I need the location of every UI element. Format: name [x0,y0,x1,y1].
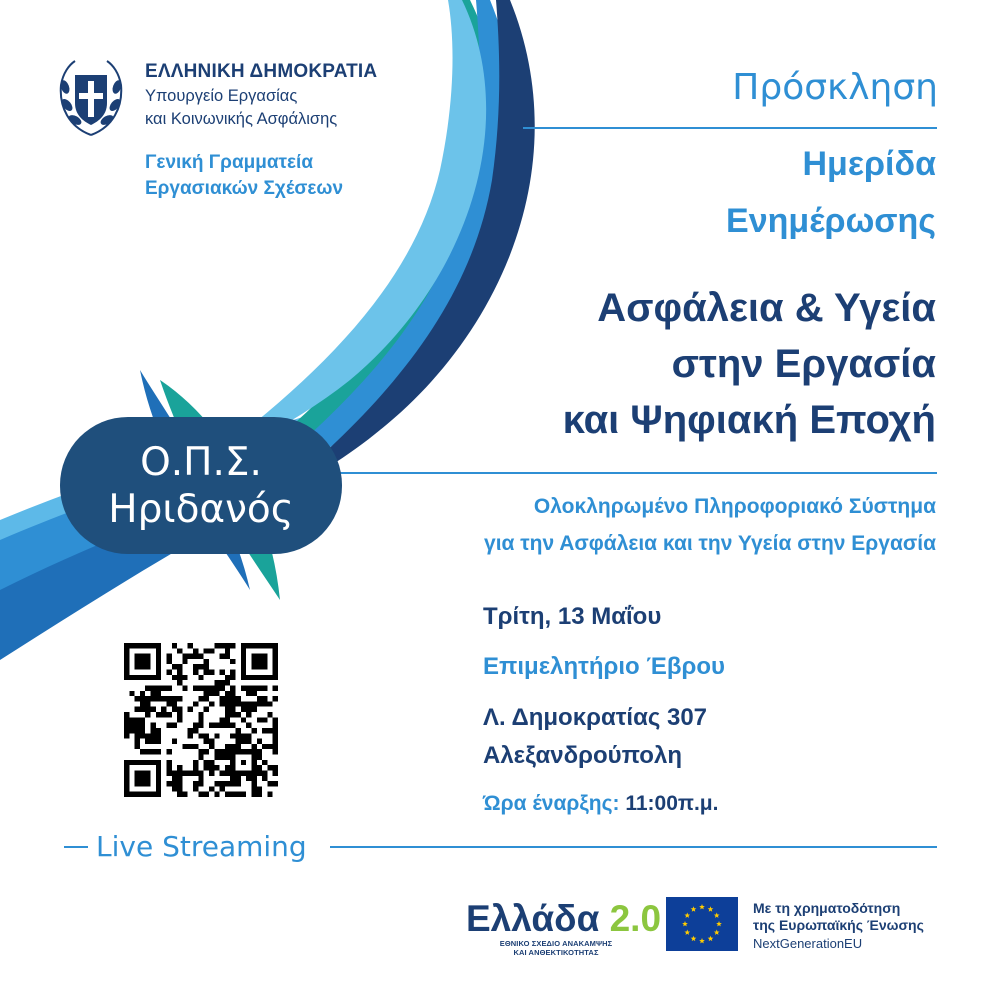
separator-mid [340,472,937,474]
eu-funding-line-1: Με τη χρηματοδότηση [753,900,901,916]
qr-code[interactable] [124,643,278,797]
event-type-line-1: Ημερίδα [802,145,936,183]
eu-funding-line-2: της Ευρωπαϊκής Ένωσης [753,917,924,933]
ministry-line-1: Υπουργείο Εργασίας [145,87,298,105]
event-start [483,792,718,816]
ellada-number: 2.0 [609,898,662,939]
gov-title: ΕΛΛΗΝΙΚΗ ΔΗΜΟΚΡΑΤΙΑ [145,61,378,82]
event-date: Τρίτη, 13 Μαΐου [483,603,662,630]
eu-funding-line-3: NextGenerationEU [753,936,863,951]
greek-emblem-icon [55,57,127,139]
event-start-time: 11:00π.μ. [625,792,719,815]
system-badge-line-2: Ηριδανός [108,487,294,532]
event-address-line-1: Λ. Δημοκρατίας 307 [483,704,708,731]
event-start-label: Ώρα έναρξης: [483,792,620,815]
separator-top [523,127,937,129]
secretariat-line-2: Εργασιακών Σχέσεων [145,178,344,199]
ellada-subtitle-2: ΚΑΙ ΑΝΘΕΚΤΙΚΟΤΗΤΑΣ [513,948,599,957]
event-title-line-1: Ασφάλεια & Υγεία [597,286,936,330]
event-address-line-2: Αλεξανδρούπολη [483,742,682,769]
system-desc-line-2: για την Ασφάλεια και την Υγεία στην Εργασία [484,532,936,555]
ellada-subtitle-1: ΕΘΝΙΚΟ ΣΧΕΔΙΟ ΑΝΑΚΑΜΨΗΣ [499,939,613,948]
separator-bottom [330,846,937,848]
event-type-line-2: Ενημέρωσης [726,202,936,240]
system-badge [60,417,342,554]
system-desc-line-1: Ολοκληρωμένο Πληροφοριακό Σύστημα [533,495,936,518]
event-title-line-3: και Ψηφιακή Εποχή [562,398,936,442]
live-dash [64,846,88,848]
secretariat-line-1: Γενική Γραμματεία [145,152,314,173]
ministry-line-2: και Κοινωνικής Ασφάλισης [145,110,338,128]
event-venue: Επιμελητήριο Έβρου [483,653,725,680]
invitation-label: Πρόσκληση [732,67,938,108]
system-badge-line-1: Ο.Π.Σ. [140,440,262,485]
event-title-line-2: στην Εργασία [671,342,936,386]
ellada-logo [466,898,661,940]
eu-flag-icon [666,897,738,951]
ellada-word: Ελλάδα [466,898,600,939]
live-streaming-label: Live Streaming [96,830,307,863]
